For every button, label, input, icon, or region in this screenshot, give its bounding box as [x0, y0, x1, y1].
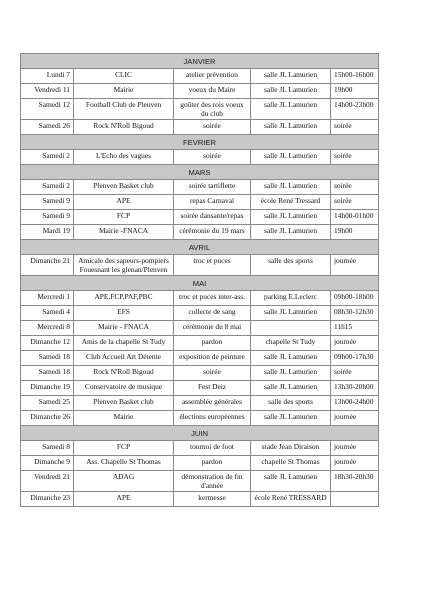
event-cell: exposition de peinture [174, 351, 251, 366]
event-cell: troc et puces [174, 255, 251, 276]
event-cell: pardon [174, 336, 251, 351]
event-row [21, 84, 379, 99]
time-cell: 08h30-12h30 [331, 306, 379, 321]
event-cell: pardon [174, 456, 251, 471]
time-cell: 09h00-18h00 [331, 291, 379, 306]
date-cell: Samedi 25 [21, 396, 74, 411]
organizer-cell: L'Echo des vagues [74, 150, 174, 165]
location-cell: salle JL Lamurien [251, 69, 331, 84]
date-cell: Samedi 26 [21, 120, 74, 135]
organizer-cell: CLIC [74, 69, 174, 84]
location-cell: chapelle St Thomas [251, 456, 331, 471]
event-row [21, 255, 379, 276]
time-cell: 14h00-01h00 [331, 210, 379, 225]
date-cell: Mercredi 1 [21, 291, 74, 306]
month-name: FEVRIER [21, 135, 379, 150]
date-cell: Dimanche 21 [21, 255, 74, 276]
event-row [21, 321, 379, 336]
time-cell: soirée [331, 150, 379, 165]
event-cell: soirée [174, 120, 251, 135]
date-cell: Vendredi 11 [21, 84, 74, 99]
event-row [21, 381, 379, 396]
schedule-page [20, 53, 378, 507]
time-cell: 18h30-20h30 [331, 471, 379, 492]
date-cell: Samedi 8 [21, 441, 74, 456]
event-cell: soirée [174, 366, 251, 381]
event-row [21, 306, 379, 321]
date-cell: Samedi 12 [21, 99, 74, 120]
time-cell: 19h00 [331, 84, 379, 99]
event-cell: atelier prévention [174, 69, 251, 84]
organizer-cell: Amicale des sapeurs-pompiers Fouesnant les glenan/Plenven [74, 255, 174, 276]
month-header-row [21, 54, 379, 69]
time-cell: journée [331, 255, 379, 276]
month-header-row [21, 135, 379, 150]
time-cell: 13h30-20h00 [331, 381, 379, 396]
time-cell [331, 492, 379, 507]
organizer-cell: Mairie [74, 84, 174, 99]
event-cell: tournoi de foot [174, 441, 251, 456]
event-row [21, 180, 379, 195]
organizer-cell: Plenven Basket club [74, 180, 174, 195]
date-cell: Mardi 19 [21, 225, 74, 240]
month-header-row [21, 165, 379, 180]
events-table-body [21, 54, 379, 507]
events-table [20, 53, 379, 507]
month-name: MAI [21, 276, 379, 291]
organizer-cell: APE [74, 195, 174, 210]
location-cell: école René Tressard [251, 195, 331, 210]
event-cell: Fest Deiz [174, 381, 251, 396]
organizer-cell: Club Accueil Art Détente [74, 351, 174, 366]
month-name: JUIN [21, 426, 379, 441]
date-cell: Dimanche 9 [21, 456, 74, 471]
organizer-cell: Mairie [74, 411, 174, 426]
event-row [21, 99, 379, 120]
event-row [21, 336, 379, 351]
event-cell: cérémonie du 8 mai [174, 321, 251, 336]
event-row [21, 366, 379, 381]
organizer-cell: Mairie - FNACA [74, 321, 174, 336]
event-row [21, 351, 379, 366]
event-row [21, 69, 379, 84]
organizer-cell: Mairie -FNACA [74, 225, 174, 240]
event-cell: élections européennes [174, 411, 251, 426]
location-cell: salle JL Lamurien [251, 366, 331, 381]
time-cell: journée [331, 441, 379, 456]
organizer-cell: FCP [74, 210, 174, 225]
organizer-cell: EFS [74, 306, 174, 321]
location-cell: salle JL Lamurien [251, 180, 331, 195]
organizer-cell: Rock N'Roll Bigoud [74, 366, 174, 381]
date-cell: Samedi 18 [21, 366, 74, 381]
month-name: JANVIER [21, 54, 379, 69]
month-name: MARS [21, 165, 379, 180]
event-row [21, 225, 379, 240]
event-cell: cérémonie du 19 mars [174, 225, 251, 240]
time-cell: 13h00-24h00 [331, 396, 379, 411]
event-row [21, 396, 379, 411]
event-cell: collecte de sang [174, 306, 251, 321]
time-cell: 11h15 [331, 321, 379, 336]
event-row [21, 120, 379, 135]
date-cell: Dimanche 19 [21, 381, 74, 396]
organizer-cell: Ass. Chapelle St Thomas [74, 456, 174, 471]
event-row [21, 441, 379, 456]
location-cell: stade Jean Diraison [251, 441, 331, 456]
location-cell: école René TRESSARD [251, 492, 331, 507]
event-row [21, 210, 379, 225]
time-cell: soirée [331, 120, 379, 135]
event-cell: soirée tartiflette [174, 180, 251, 195]
location-cell: salle JL Lamurien [251, 471, 331, 492]
event-cell: assemblée générales [174, 396, 251, 411]
event-cell: voeux du Maire [174, 84, 251, 99]
event-cell: repas Carnaval [174, 195, 251, 210]
event-cell: soirée dansante/repas [174, 210, 251, 225]
month-name: AVRIL [21, 240, 379, 255]
event-row [21, 150, 379, 165]
event-row [21, 471, 379, 492]
date-cell: Samedi 9 [21, 210, 74, 225]
location-cell: salle des sports [251, 255, 331, 276]
event-cell: kermesse [174, 492, 251, 507]
organizer-cell: ADAG [74, 471, 174, 492]
date-cell: Dimanche 23 [21, 492, 74, 507]
location-cell: salle JL Lamurien [251, 99, 331, 120]
date-cell: Samedi 18 [21, 351, 74, 366]
event-cell: goûter des rois voeux du club [174, 99, 251, 120]
organizer-cell: APE,FCP,PAF,PBC [74, 291, 174, 306]
time-cell: journée [331, 456, 379, 471]
event-row [21, 411, 379, 426]
location-cell: salle JL Lamurien [251, 225, 331, 240]
organizer-cell: Conservatoire de musique [74, 381, 174, 396]
time-cell: soirée [331, 180, 379, 195]
location-cell: salle JL Lamurien [251, 84, 331, 99]
date-cell: Samedi 9 [21, 195, 74, 210]
location-cell: salle JL Lamurien [251, 411, 331, 426]
event-row [21, 195, 379, 210]
event-cell: démonstration de fin d'année [174, 471, 251, 492]
date-cell: Dimanche 12 [21, 336, 74, 351]
location-cell: parking E.Leclerc [251, 291, 331, 306]
date-cell: Mercredi 8 [21, 321, 74, 336]
organizer-cell: APE [74, 492, 174, 507]
month-header-row [21, 276, 379, 291]
time-cell: 14h00-23h00 [331, 99, 379, 120]
event-cell: soirée [174, 150, 251, 165]
location-cell: salle JL Lamurien [251, 381, 331, 396]
event-row [21, 492, 379, 507]
location-cell: salle JL Lamurien [251, 150, 331, 165]
event-row [21, 456, 379, 471]
time-cell: 19h00 [331, 225, 379, 240]
location-cell: salle JL Lamurien [251, 351, 331, 366]
location-cell: salle JL Lamurien [251, 210, 331, 225]
date-cell: Vendredi 21 [21, 471, 74, 492]
organizer-cell: Rock N'Roll Bigoud [74, 120, 174, 135]
time-cell: 09h00-17h30 [331, 351, 379, 366]
location-cell: salle des sports [251, 396, 331, 411]
organizer-cell: Football Club de Pleuven [74, 99, 174, 120]
date-cell: Samedi 2 [21, 180, 74, 195]
date-cell: Samedi 2 [21, 150, 74, 165]
location-cell [251, 321, 331, 336]
event-cell: troc et puces inter-ass. [174, 291, 251, 306]
event-row [21, 291, 379, 306]
date-cell: Dimanche 26 [21, 411, 74, 426]
date-cell: Samedi 4 [21, 306, 74, 321]
time-cell: soirée [331, 195, 379, 210]
location-cell: chapelle St Tudy [251, 336, 331, 351]
time-cell: soirée [331, 366, 379, 381]
month-header-row [21, 426, 379, 441]
month-header-row [21, 240, 379, 255]
location-cell: salle JL Lamurien [251, 120, 331, 135]
time-cell: 15h00-16h00 [331, 69, 379, 84]
time-cell: journée [331, 411, 379, 426]
organizer-cell: Amis de la chapelle St Tudy [74, 336, 174, 351]
time-cell: journée [331, 336, 379, 351]
date-cell: Lundi 7 [21, 69, 74, 84]
organizer-cell: Plenven Basket club [74, 396, 174, 411]
location-cell: salle JL Lamurien [251, 306, 331, 321]
organizer-cell: FCP [74, 441, 174, 456]
